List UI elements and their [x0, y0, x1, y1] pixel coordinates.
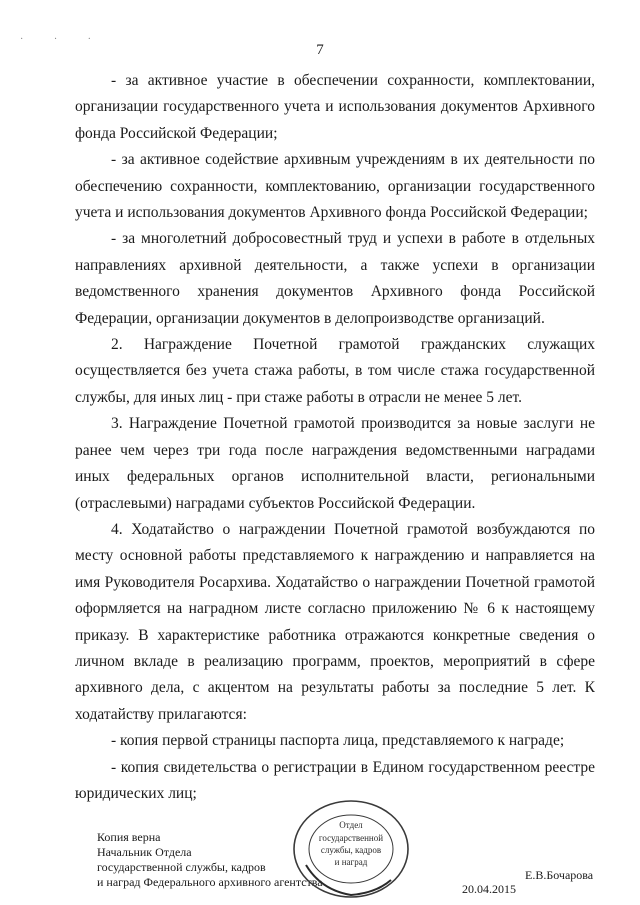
paragraph-1: - за активное участие в обеспечении сохранности, комплектовании, организации государственного учета и использования документов Архивного фонда Российской Федерации; — [75, 72, 595, 142]
cert-line-3: государственной службы, кадров — [97, 860, 266, 874]
certification-block — [97, 830, 323, 890]
paragraph-4: 2. Награждение Почетной грамотой гражданских служащих осуществляется без учета стажа работы, в том числе стажа государственной службы, для иных лиц - при стаже работы в отрасли не менее 5 лет. — [75, 336, 595, 406]
paragraph-8: - копия свидетельства о регистрации в Едином государственном реестре юридических лиц; — [75, 758, 595, 802]
cert-line-2: Начальник Отдела — [97, 845, 192, 859]
paragraph-2: - за активное содействие архивным учреждениям в их деятельности по обеспечению сохранности, комплектованию, организации государственного учета и использования документов Архивного фонда Российской Федерации; — [75, 151, 595, 222]
stamp-line-2: государственной — [318, 833, 384, 843]
cert-line-4: и наград Федерального архивного агентства — [97, 875, 323, 889]
page-number: 7 — [316, 42, 324, 58]
paragraph-7: - копия первой страницы паспорта лица, представляемого к награде; — [111, 732, 565, 750]
signature-date: 20.04.2015 — [462, 882, 516, 896]
signer-name: Е.В.Бочарова — [525, 868, 594, 882]
stamp-line-4: и наград — [334, 857, 368, 867]
scan-specks: · · · — [20, 34, 105, 45]
paragraph-5: 3. Награждение Почетной грамотой производится за новые заслуги не ранее чем через три года после награждения ведомственными наградами иных федеральных органов исполнительной власти, региональными (отраслевыми) наградами субъектов Российской Федерации. — [75, 415, 595, 512]
stamp-line-1: Отдел — [339, 820, 363, 830]
department-stamp — [291, 795, 411, 900]
paragraph-6: 4. Ходатайство о награждении Почетной грамотой возбуждаются по месту основной работы представляемого к награждению и направляется на имя Руководителя Росархива. Ходатайство о награждении Почетной грамотой оформляется на наградном листе согласно приложению № 6 к настоящему приказу. В характеристике работника отражаются конкретные сведения о личном вкладе в реализацию программ, проектов, мероприятий в сфере архивного дела, с акцентом на результаты работы за последние 5 лет. К ходатайству прилагаются: — [75, 520, 595, 723]
cert-line-1: Копия верна — [97, 830, 161, 844]
stamp-line-3: службы, кадров — [320, 845, 382, 855]
paragraph-3: - за многолетний добросовестный труд и успехи в работе в отдельных направлениях архивной деятельности, а также успехи в организации ведомственного хранения документов Архивного фонда Российской Федерации, организации документов в делопроизводстве организаций. — [75, 230, 595, 327]
document-body — [75, 68, 595, 807]
